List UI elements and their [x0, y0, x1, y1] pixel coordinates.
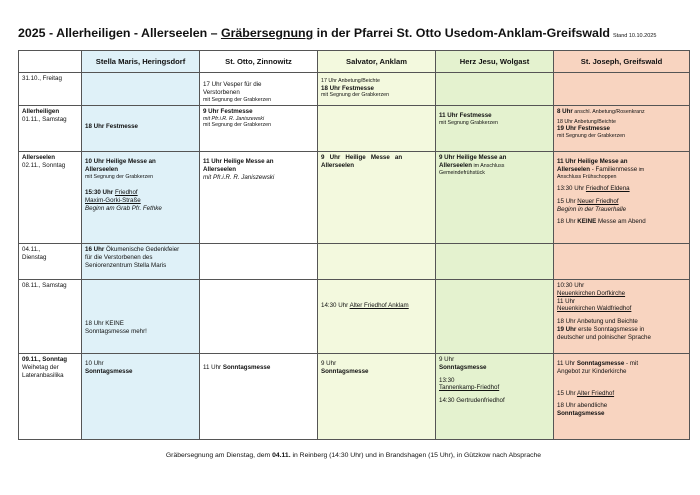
cell-herz: 9 Uhr Sonntagsmesse 13:30 Tannenkamp-Friedhof 14:30 Gertrudenfriedhof — [436, 354, 554, 440]
table-row — [19, 244, 690, 280]
cell-joseph: 11 Uhr Sonntagsmesse - mit Angebot zur Kinderkirche 15 Uhr Alter Friedhof 18 Uhr abendliche Sonntagsmesse — [554, 354, 690, 440]
cell-salvator: 9 Uhr Heilige Messe an Allerseelen — [318, 152, 436, 244]
table-row — [19, 73, 690, 106]
cell-stella: 18 Uhr KEINE Sonntagsmesse mehr! — [82, 280, 200, 354]
title-part2: in der Pfarrei St. Otto Usedom-Anklam-Greifswald — [313, 26, 610, 40]
cell-joseph: 8 Uhr anschl. Anbetung/Rosenkranz 18 Uhr Anbetung/Beichte 19 Uhr Festmesse mit Segnung der Grabkerzen — [554, 106, 690, 152]
cell-salvator: 17 Uhr Anbetung/Beichte 18 Uhr Festmesse mit Segnung der Grabkerzen — [318, 73, 436, 106]
col-header-st-joseph: St. Joseph, Greifswald — [554, 51, 690, 73]
day-cell: 08.11., Samstag — [19, 280, 82, 354]
col-header-st-otto: St. Otto, Zinnowitz — [200, 51, 318, 73]
table-row — [19, 354, 690, 440]
cell-stella: 10 Uhr Sonntagsmesse — [82, 354, 200, 440]
table-row — [19, 280, 690, 354]
footer-note: Gräbersegnung am Dienstag, dem 04.11. in Reinberg (14:30 Uhr) und in Brandshagen (15 Uhr), in Gützkow nach Absprache — [165, 452, 542, 459]
cell-stella: 10 Uhr Heilige Messe an Allerseelen mit Segnung der Grabkerzen 15:30 Uhr Friedhof Maxim-Gorki-Straße Beginn am Grab Pfr. Fethke — [82, 152, 200, 244]
cell-salvator: 9 Uhr Sonntagsmesse — [318, 354, 436, 440]
col-header-herz-jesu: Herz Jesu, Wolgast — [436, 51, 554, 73]
cell-herz: 11 Uhr Festmesse mit Segnung Grabkerzen — [436, 106, 554, 152]
day-cell: 31.10., Freitag — [19, 73, 82, 106]
table-row — [19, 106, 690, 152]
cell-joseph: 11 Uhr Heilige Messe an Allerseelen - Familienmesse im Anschluss Frühschoppen 13:30 Uhr Friedhof Eldena 15 Uhr Neuer Friedhof Beginn in der Trauerhalle 18 Uhr KEINE Messe am Abend — [554, 152, 690, 244]
day-cell: Allerheiligen 01.11., Samstag — [19, 106, 82, 152]
stand-date: Stand 10.10.2025 — [612, 33, 657, 39]
title-part1: 2025 - Allerheiligen - Allerseelen – — [18, 26, 221, 40]
cell-herz — [436, 73, 554, 106]
schedule-table — [18, 50, 690, 440]
header-blank — [19, 51, 82, 73]
cell-stella — [82, 73, 200, 106]
cell-otto: 11 Uhr Sonntagsmesse — [200, 354, 318, 440]
day-cell: 09.11., Sonntag Weihetag der Lateranbasilika — [19, 354, 82, 440]
cell-joseph — [554, 73, 690, 106]
cell-otto — [200, 244, 318, 280]
cell-joseph — [554, 244, 690, 280]
cell-salvator: 14:30 Uhr Alter Friedhof Anklam — [318, 280, 436, 354]
cell-otto: 11 Uhr Heilige Messe an Allerseelen mit Pfr.i.R. R. Janiszewski — [200, 152, 318, 244]
header-row — [19, 51, 690, 73]
cell-salvator — [318, 244, 436, 280]
cell-herz — [436, 280, 554, 354]
cell-otto: 17 Uhr Vesper für die Verstorbenen mit Segnung der Grabkerzen — [200, 73, 318, 106]
cell-otto — [200, 280, 318, 354]
cell-herz — [436, 244, 554, 280]
cell-herz: 9 Uhr Heilige Messe an Allerseelen im Anschluss Gemeindefrühstück — [436, 152, 554, 244]
day-cell: Allerseelen 02.11., Sonntag — [19, 152, 82, 244]
cell-otto: 9 Uhr Festmesse mit Pfr.i.R. R. Janiszewski mit Segnung der Grabkerzen — [200, 106, 318, 152]
cell-joseph: 10:30 Uhr Neuenkirchen Dorfkirche 11 Uhr Neuenkirchen Waldfriedhof 18 Uhr Anbetung und Beichte 19 Uhr erste Sonntagsmesse in deutscher und polnischer Sprache — [554, 280, 690, 354]
cell-stella: 18 Uhr Festmesse — [82, 106, 200, 152]
page-title — [18, 26, 688, 40]
cell-salvator — [318, 106, 436, 152]
day-cell: 04.11., Dienstag — [19, 244, 82, 280]
table-row — [19, 152, 690, 244]
col-header-stella-maris: Stella Maris, Heringsdorf — [82, 51, 200, 73]
col-header-salvator: Salvator, Anklam — [318, 51, 436, 73]
cell-stella: 16 Uhr Ökumenische Gedenkfeier für die Verstorbenen des Seniorenzentrum Stella Maris — [82, 244, 200, 280]
title-underlined: Gräbersegnung — [220, 26, 314, 40]
